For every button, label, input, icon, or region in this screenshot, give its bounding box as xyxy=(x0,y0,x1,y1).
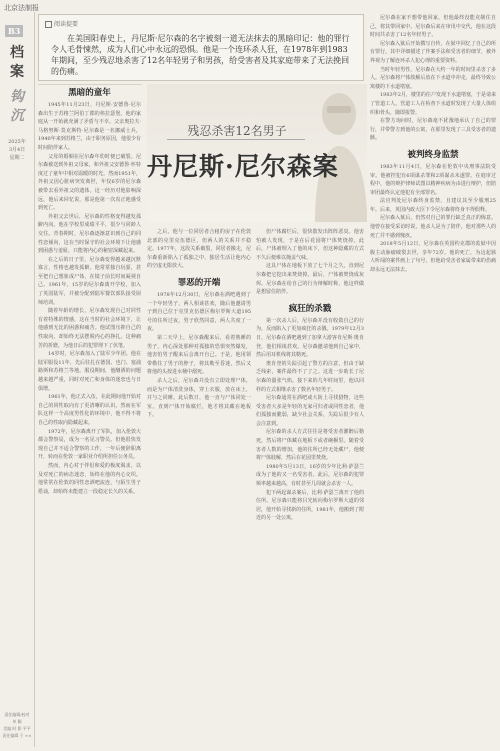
article-paragraph: 当时年轻男性，尼尔森在大约一年的时间里杀害了多人。尼尔森将尸体肢解后放在下水道中冲走，最终导致公寓楼的下水道堵塞。 xyxy=(370,66,496,90)
article-paragraph: 尼尔森在家不想带他回家，但他最终没能克制住自己，将其带回家中。尼尔森后来在审讯中交代，他在这段时间共杀害了12名年轻男子。 xyxy=(370,15,496,39)
article-paragraph: 尼尔森入狱后，仍然对自己的罪行缺乏真正的悔意。他曾在接受采访时说，他杀人是为了陪伴，他对那些人的死亡并不感到愧疚。 xyxy=(370,215,496,239)
issue-date xyxy=(2,138,32,162)
left-strip xyxy=(0,12,35,747)
article-paragraph: 尼尔森通常在酒吧或大街上寻找猎物，这些受害者大多是年轻的无家可归者或同性恋者，他们孤独而脆弱，缺少社会关系，失踪后很少有人会注意到。 xyxy=(256,395,364,427)
article-paragraph: 之后，他与一位同居者合租的房子在伦敦北部的克里克伍德区，但两人的关系并不稳定。1977年，这段关系破裂，同居者搬走，尼尔森重新陷入了孤独之中，独居生活让他内心的空虚无限放大。 xyxy=(147,229,251,270)
editor-line: 美编 时 影 平平 责任编辑 于 ×× xyxy=(2,726,32,738)
headline-kicker: 残忍杀害12名男子 xyxy=(187,124,287,138)
lead-box xyxy=(38,14,364,81)
article-paragraph: 杀人之后，尼尔森并没有立即处理尸体，而是为尸体清洗身体，穿上衣服，放在床上，并与之同睡。此后数日，他一直与尸体同处一室。直到尸体开始腐烂，他才将其藏在地板下。 xyxy=(147,377,251,419)
article-paragraph: 第一次杀人后，尼尔森并没有收敛自己的行为，反而陷入了更加疯狂的杀戮。1979年12月3日，尼尔森在酒吧遇到了加拿大游客肯尼斯·奥肯登，他们相谈甚欢。尼尔森邀请他到自己家中，然后用耳机线将其勒死。 xyxy=(256,317,364,359)
article-paragraph: 1961年，他正式入伍，在此期间他开始对自己的同性取向有了更清晰的认识。然而在军队这样一个高度男性化的环境中，他不得不将自己的性取向隐藏起来。 xyxy=(38,394,141,426)
column-title-char: 案 xyxy=(10,64,24,80)
editor-credits xyxy=(2,711,32,739)
article-paragraph: 犯下两起谋杀案后，比利·萨瑟兰离开了他的住所。尼尔森只能将目光转向梅尔罗斯大道的邻居，他开始寻找新的住所，1981年，他搬到了附近的另一处公寓。 xyxy=(256,489,364,522)
article-paragraph: 这具尸体在地板下放了七个月之久，直到尼尔森把它挖出来焚烧掉。最后，尸体被焚烧成灰烬。尼尔森在给自己的行为辩解时称，他这样做是想留住陪伴。 xyxy=(256,263,364,296)
article-paragraph: 1945年11月23日，丹尼斯·安德鲁·尼尔森出生于苏格兰阿伯丁郡的弗拉瑟堡。他的家庭从一开始就充满了矛盾与不幸。父亲奥拉夫·马格努斯·莫克斯特·尼尔森是一名挪威士兵，1940年来到苏格兰，由于职务原因，他很少有时间陪伴家人。 xyxy=(38,102,141,151)
article-paragraph: 1980年5月13日，16岁的少年比利·萨瑟兰成为了他的又一名受害者。此后，尼尔森的犯罪频率越来越高，有时甚至几周就会杀害一人。 xyxy=(256,463,364,488)
column-3 xyxy=(256,228,364,746)
article-paragraph: 14岁时，尼尔森加入了陆军少年团。他在陆军服役11年，先后驻扎在德国、也门、塞浦路斯和苏格兰等地。服役期间，他酗酒的问题越来越严重，同时对死亡和身体的迷恋也与日俱增。 xyxy=(38,351,141,392)
article-paragraph: 尼尔森入狱后开始撰写自传，在狱中回忆了自己的所有罪行，其中详细描述了作案手法和受害者的细节，被外界视为了解连环杀人犯心理的重要资料。 xyxy=(370,40,496,64)
article-paragraph: 外祖父去世后，尼尔森的性格变得越发孤僻内向。他在学校里成绩平平，很少与同龄人交往。青春期时，尼尔森逐渐意识到自己的同性恋倾向，这在当时保守的社会环境下让他感到困惑与羞耻，只能将内心的秘密深藏起来。 xyxy=(38,213,141,255)
article-paragraph: 第二天早上，尼尔森醒来后，看着熟睡的男子，内心深处那种对孤独的恐惧突然爆发，他害怕男子醒来后会离开自己。于是，他用领带勒住了男子的脖子，将其勒至昏迷，然后又将他的头按进水桶中溺死。 xyxy=(147,334,251,376)
column-title-char: 档 xyxy=(10,45,24,61)
column-1 xyxy=(38,86,141,746)
kicker-divider xyxy=(167,139,305,140)
editor-line: 责任编辑/校对 单 颖 xyxy=(4,712,30,724)
headline-title: 丹尼斯·尼尔森案 xyxy=(147,152,339,181)
article-paragraph: 法官判处尼尔森终身监禁，且建议其至少服刑25年。后来，英国内政大臣下令尼尔森将终身不得假释。 xyxy=(370,198,496,213)
article-paragraph: 然而，内心对于伴侣和爱的极度渴求，以及对死亡的病态迷恋，始终在他的内心交织。他常常在伦敦的同性恋酒吧流连，与陌生男子搭讪，却始终未能建立一段稳定长久的关系。 xyxy=(38,462,141,495)
divider xyxy=(38,84,142,85)
masthead: 北京法制报 xyxy=(4,4,39,12)
page-number: B3 xyxy=(5,25,23,37)
article-paragraph: 在之后的日子里，尼尔森变得越来越沉默寡言，性格也越发孤僻。他常常独自玩耍，甚至把自己想象成尸体，在镜子前长时间凝视自己。1961年，15岁的尼尔森离开学校，加入了英国陆军，并被分配到陆军餐饮部队接受厨师培训。 xyxy=(38,256,141,306)
article-paragraph: 2018年5月12日，尼尔森在英国约克郡的监狱中因腹主动脉瘤破裂去世，享年72岁。他的死亡，为这起骇人听闻的案件画上了句号，但他给受害者家属带来的伤痛却永远无法抹去。 xyxy=(370,241,496,274)
article-paragraph: 1972年，尼尔森离开了军队，加入伦敦大都会警察局，成为一名见习警员。但他很快发现自己并不适合警察的工作，一年后便辞职离开，转而在伦敦一家职业介绍所担任公务员。 xyxy=(38,428,141,461)
section-heading: 罪恶的开端 xyxy=(177,277,221,288)
column-2 xyxy=(147,228,251,746)
article-paragraph: 在警方询问时，尼尔森毫不犹豫地承认了自己的罪行，并带警方到他的公寓，在那里发现了三具受害者的遗骸。 xyxy=(370,118,496,142)
column-subtitle-char: 钩 xyxy=(10,89,24,105)
column-4 xyxy=(370,14,496,746)
article-paragraph: 随着年龄的增长，尼尔森发现自己对同性有着特殊的情感，这在当时的社会环境下，让他感到无比的困惑和痛苦。他试图压抑自己的性取向，却始终无法摆脱内心的挣扎。这种痛苦的折磨，为他日后的犯罪埋下了伏笔。 xyxy=(38,308,141,349)
lead-text: 在美国阳春史上，丹尼斯·尼尔森的名字被刻一道无法抹去的黑暗印记：他的罪行令人毛骨悚然，成为人们心中永远的恐惧。他是一个连环杀人狂，在1978年到1983年期间，至少残忍地杀害了12名年轻男子和男孩，给受害者及其家庭带来了无法挽回的伤痛。 xyxy=(51,34,350,76)
section-heading: 被判终身监禁 xyxy=(407,149,459,160)
column-title xyxy=(7,44,27,82)
article-paragraph: 1978年12月30日，尼尔森在酒吧遇到了一个年轻男子，两人相谈甚欢，随后他邀请男子到自己位于克里克伍德区梅尔罗斯大道195号的住所过夜，男子欣然同意，两人共度了一夜。 xyxy=(147,291,251,333)
section-heading: 黑暗的童年 xyxy=(68,88,111,98)
lead-tag: 阅读提要 xyxy=(45,19,78,28)
article-paragraph: 1983年11月4日，尼尔森在伦敦中央刑事法院受审。他被控犯有6项谋杀罪和2项谋杀未遂罪。在庭审过程中，他的辩护律师试图以精神疾病为由进行辩护，但陪审团最终认定他犯有全部罪名。 xyxy=(370,163,496,196)
headline-block xyxy=(147,97,367,222)
column-subtitle xyxy=(7,88,27,126)
article-paragraph: 父母的婚姻在尼尔森年幼时便已破裂。尼尔森被送到外祖父母家，和外祖父安德鲁·怀特度过了童年中相对温暖的时光。然而1951年，外祖父因心脏病突发离世，年仅6岁的尼尔森被带去看外祖父的遗体，这一经历对他影响深远，他后来回忆说，那是他第一次真正地感受到死亡。 xyxy=(38,153,141,212)
section-heading: 疯狂的杀戮 xyxy=(288,303,332,314)
article-paragraph: 尼尔森的杀人方式往往是将受害者灌醉后勒死，然后将尸体藏在地板下或者碗橱里。随着受害者人数的增加，他的住所已经无处藏尸，他便将尸体肢解，然后在花园里焚烧。 xyxy=(256,429,364,462)
column-subtitle-char: 沉 xyxy=(10,108,24,124)
article-paragraph: 1983年2月，楼里的住户发现下水道堵塞，于是请来了管道工人。管道工人在检查下水道时发现了大量人体组织和骨头，随即报警。 xyxy=(370,92,496,116)
article-paragraph: 但尸体腐烂后，很快散发出阵阵恶臭。他害怕被人发现，于是在后花园将尸体焚烧掉。此后，尸体被埋入了他的床下，但这种隐藏的方式不久后便难以掩盖气味。 xyxy=(256,229,364,261)
issue-year: 2025年 xyxy=(8,139,26,145)
issue-weekday: 星期二 xyxy=(9,155,25,161)
issue-month-day: 3月4日 xyxy=(8,147,26,153)
article-paragraph: 奥肯登的失踪引起了警方的注意，但由于缺乏线索，案件最终不了了之。这进一步助长了尼尔森的嚣张气焰。接下来的几年时间里，他以同样的方式相继杀害了数名年轻男子。 xyxy=(256,360,364,393)
